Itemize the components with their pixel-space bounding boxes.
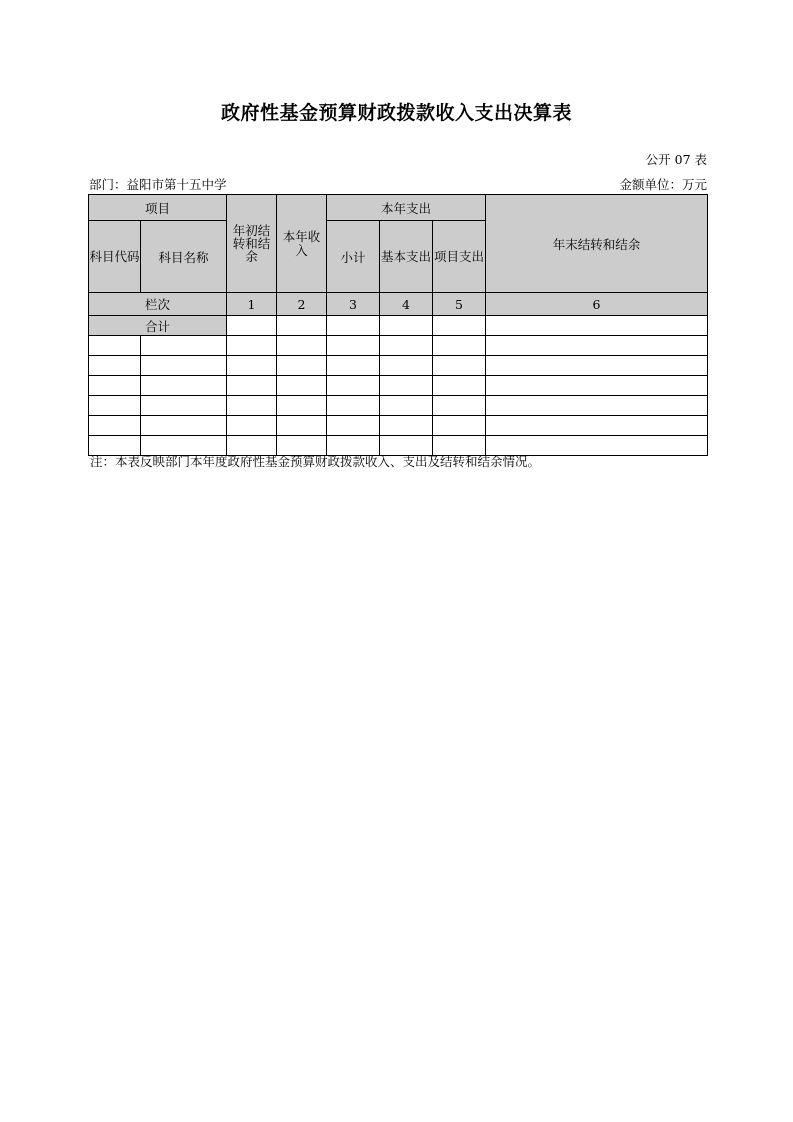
table-row bbox=[89, 356, 708, 376]
table-row bbox=[89, 396, 708, 416]
cell-basic-expense bbox=[380, 416, 433, 436]
header-basic-expense-label: 基本支出 bbox=[381, 248, 432, 264]
cell-subtotal bbox=[327, 396, 380, 416]
header-begin-carryover bbox=[227, 195, 277, 293]
cell-project-expense bbox=[433, 416, 486, 436]
cell-end-carryover bbox=[486, 396, 708, 416]
cell-subtotal bbox=[327, 416, 380, 436]
cell-begin-carryover bbox=[227, 416, 277, 436]
cell-subject-code bbox=[89, 336, 141, 356]
cell-subtotal bbox=[327, 336, 380, 356]
total-row-cell-6 bbox=[486, 316, 708, 336]
cell-year-income bbox=[277, 416, 327, 436]
cell-project-expense bbox=[433, 356, 486, 376]
cell-end-carryover bbox=[486, 416, 708, 436]
header-subtotal: 小计 bbox=[327, 221, 380, 293]
cell-begin-carryover bbox=[227, 356, 277, 376]
cell-year-income bbox=[277, 336, 327, 356]
header-begin-carryover-label: 年初结转和结余 bbox=[232, 222, 271, 265]
total-row-cell-4 bbox=[380, 316, 433, 336]
cell-year-income bbox=[277, 396, 327, 416]
total-row-cell-2 bbox=[277, 316, 327, 336]
cell-subject-code bbox=[89, 396, 141, 416]
header-subject-code bbox=[89, 221, 141, 293]
cell-project-expense bbox=[433, 396, 486, 416]
table-row bbox=[89, 376, 708, 396]
cell-subject-code bbox=[89, 356, 141, 376]
cell-project-expense bbox=[433, 376, 486, 396]
cell-project-expense bbox=[433, 336, 486, 356]
total-row-cell-1 bbox=[227, 316, 277, 336]
cell-subject-name bbox=[141, 356, 227, 376]
total-row-label: 合计 bbox=[89, 316, 227, 336]
header-subject-code-label: 科目代码 bbox=[89, 248, 140, 264]
cell-subject-name bbox=[141, 416, 227, 436]
header-project-expense bbox=[433, 221, 486, 293]
cell-basic-expense bbox=[380, 376, 433, 396]
budget-table bbox=[88, 194, 708, 456]
cell-end-carryover bbox=[486, 336, 708, 356]
cell-subject-code bbox=[89, 376, 141, 396]
cell-basic-expense bbox=[380, 396, 433, 416]
column-index-2: 2 bbox=[277, 293, 327, 316]
column-index-label: 栏次 bbox=[89, 293, 227, 316]
cell-basic-expense bbox=[380, 356, 433, 376]
cell-subject-code bbox=[89, 416, 141, 436]
unit-label: 金额单位：万元 bbox=[619, 177, 707, 192]
header-year-income-label: 本年收入 bbox=[282, 229, 321, 258]
cell-subtotal bbox=[327, 376, 380, 396]
cell-subject-name bbox=[141, 396, 227, 416]
cell-subject-name bbox=[141, 336, 227, 356]
table-header-group-row bbox=[89, 195, 708, 221]
total-row-cell-3 bbox=[327, 316, 380, 336]
column-index-3: 3 bbox=[327, 293, 380, 316]
header-basic-expense bbox=[380, 221, 433, 293]
column-index-5: 5 bbox=[433, 293, 486, 316]
header-year-expense-group: 本年支出 bbox=[327, 195, 486, 221]
cell-subject-name bbox=[141, 376, 227, 396]
cell-subtotal bbox=[327, 356, 380, 376]
header-end-carryover: 年末结转和结余 bbox=[486, 195, 708, 293]
cell-begin-carryover bbox=[227, 396, 277, 416]
column-index-6: 6 bbox=[486, 293, 708, 316]
cell-begin-carryover bbox=[227, 376, 277, 396]
column-index-row bbox=[89, 293, 708, 316]
cell-end-carryover bbox=[486, 356, 708, 376]
header-year-income bbox=[277, 195, 327, 293]
table-row bbox=[89, 416, 708, 436]
form-number: 公开 07 表 bbox=[645, 152, 707, 167]
page-title: 政府性基金预算财政拨款收入支出决算表 bbox=[220, 102, 572, 124]
cell-basic-expense bbox=[380, 336, 433, 356]
department-label: 部门：益阳市第十五中学 bbox=[89, 177, 227, 192]
column-index-1: 1 bbox=[227, 293, 277, 316]
header-subject-name: 科目名称 bbox=[141, 221, 227, 293]
table-note: 注：本表反映部门本年度政府性基金预算财政拨款收入、支出及结转和结余情况。 bbox=[90, 454, 541, 469]
total-row-cell-5 bbox=[433, 316, 486, 336]
cell-end-carryover bbox=[486, 376, 708, 396]
cell-year-income bbox=[277, 356, 327, 376]
table-row bbox=[89, 336, 708, 356]
cell-begin-carryover bbox=[227, 336, 277, 356]
header-project-expense-label: 项目支出 bbox=[434, 248, 485, 264]
cell-year-income bbox=[277, 376, 327, 396]
header-item-group: 项目 bbox=[89, 195, 227, 221]
total-row bbox=[89, 316, 708, 336]
column-index-4: 4 bbox=[380, 293, 433, 316]
